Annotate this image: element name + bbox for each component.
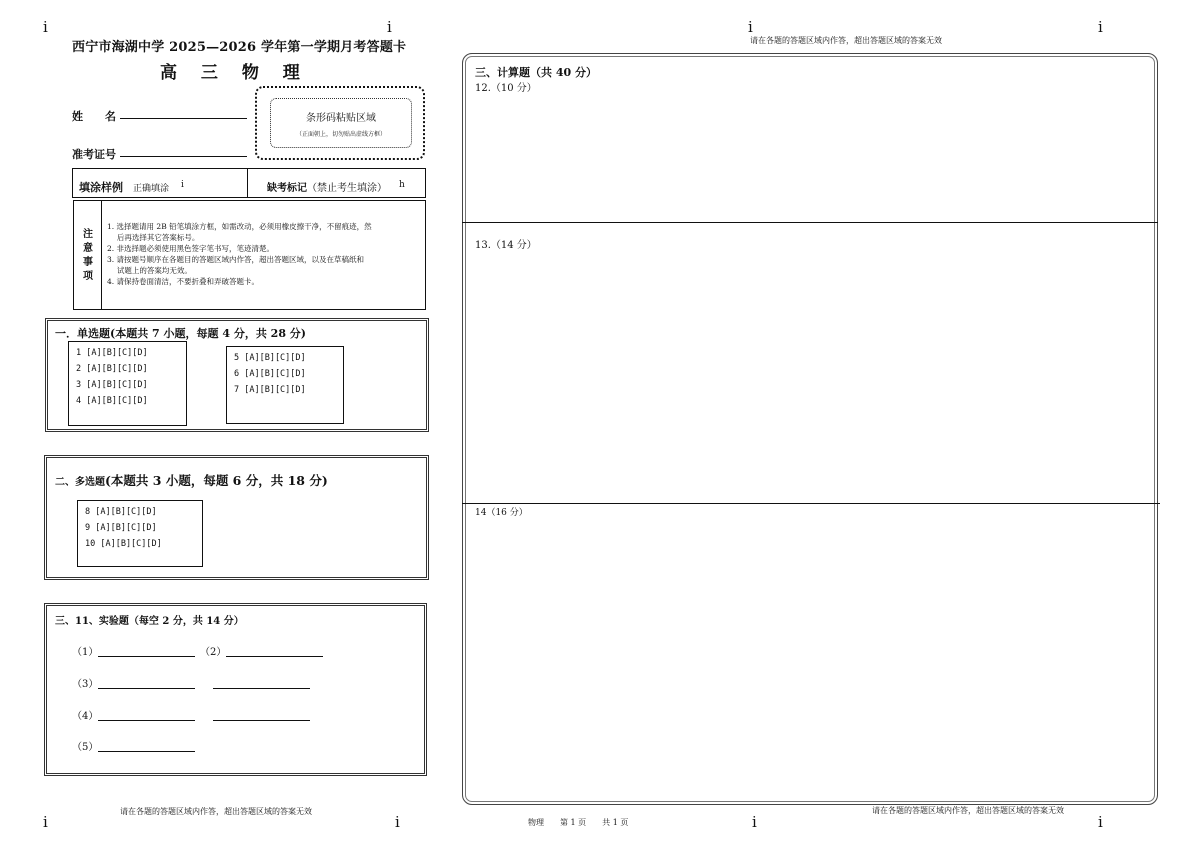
answer-row-9[interactable]: 9 [A][B][C][D]: [85, 523, 157, 533]
blank-line-3[interactable]: [98, 687, 195, 689]
exam-id-field[interactable]: [120, 155, 247, 157]
single-choice-group-b: [226, 346, 344, 424]
answer-row-10[interactable]: 10 [A][B][C][D]: [85, 539, 162, 549]
notice-item: 后再选择其它答案标号。: [107, 233, 200, 242]
single-choice-title: 一．单选题(本题共 7 小题，每题 4 分，共 28 分): [55, 327, 307, 340]
notice-item: 1. 选择题请用 2B 铅笔填涂方框，如需改动，必须用橡皮擦干净，不留痕迹，然: [107, 222, 372, 231]
correct-fill-label: 正确填涂: [133, 184, 170, 194]
multi-choice-title-main: (本题共 3 小题，每题 6 分，共 18 分): [105, 473, 328, 488]
corner-mark-bottom-right: i: [1098, 813, 1103, 831]
blank-label-2: （2）: [200, 647, 227, 658]
blank-line-5[interactable]: [98, 750, 195, 752]
question-13-answer-area[interactable]: [463, 236, 1157, 502]
blank-line-4[interactable]: [98, 719, 195, 721]
single-choice-group-a: [68, 341, 187, 426]
subject-title: 高 三 物 理: [160, 63, 309, 83]
exam-title: 西宁市海湖中学 2025—2026 学年第一学期月考答题卡: [72, 40, 407, 55]
fill-sample-divider: [247, 168, 248, 198]
fill-sample-label: 填涂样例: [79, 181, 123, 194]
divider-q12-q13: [462, 222, 1158, 223]
multi-choice-title: [55, 470, 328, 489]
right-top-note: 请在各题的答题区域内作答，超出答题区域的答案无效: [750, 36, 942, 45]
answer-row-3[interactable]: 3 [A][B][C][D]: [76, 380, 148, 390]
blank-label-1: （1）: [72, 647, 99, 658]
multi-choice-title-prefix: 二、多选题: [55, 477, 105, 488]
left-footer-note: 请在各题的答题区域内作答，超出答题区域的答案无效: [120, 807, 312, 816]
answer-row-5[interactable]: 5 [A][B][C][D]: [234, 353, 306, 363]
barcode-note: （正面朝上，切勿贴出虚线方框）: [295, 131, 386, 138]
question-14-answer-area[interactable]: [463, 518, 1157, 798]
corner-mark-top-right: i: [1098, 18, 1103, 36]
right-bottom-note: 请在各题的答题区域内作答，超出答题区域的答案无效: [872, 806, 1064, 815]
name-field[interactable]: [120, 117, 247, 119]
question-12-label: 12.（10 分）: [475, 83, 537, 94]
correct-fill-mark: i: [181, 180, 184, 190]
notice-heading-char: 项: [83, 271, 93, 282]
exam-id-label: 准考证号: [72, 148, 116, 161]
blank-line-1[interactable]: [98, 655, 195, 657]
notice-divider: [101, 200, 102, 310]
absent-mark-label: [267, 179, 387, 194]
answer-row-6[interactable]: 6 [A][B][C][D]: [234, 369, 306, 379]
experiment-title: 三、11、实验题（每空 2 分，共 14 分）: [55, 616, 244, 627]
question-12-answer-area[interactable]: [463, 79, 1157, 222]
page-info: 物理 第 1 页 共 1 页: [528, 818, 629, 827]
notice-item: 4. 请保持卷面清洁，不要折叠和弄破答题卡。: [107, 277, 260, 286]
barcode-area: [270, 98, 412, 148]
barcode-title: 条形码粘贴区域: [306, 113, 376, 124]
corner-mark-bottom-mid-left: i: [395, 813, 400, 831]
corner-mark-top-mid-left: i: [387, 18, 392, 36]
corner-mark-bottom-left: i: [43, 813, 48, 831]
calculation-section-title: 三、计算题（共 40 分）: [475, 66, 597, 79]
blank-line-2[interactable]: [226, 655, 323, 657]
answer-row-1[interactable]: 1 [A][B][C][D]: [76, 348, 148, 358]
notice-item: 试题上的答案均无效。: [107, 266, 192, 275]
multi-choice-group: [77, 500, 203, 567]
blank-label-3: （3）: [72, 679, 99, 690]
notice-heading-char: 事: [83, 257, 93, 268]
question-14-label: 14（16 分）: [475, 508, 528, 518]
notice-heading-char: 注: [83, 229, 93, 240]
answer-row-7[interactable]: 7 [A][B][C][D]: [234, 385, 306, 395]
answer-row-2[interactable]: 2 [A][B][C][D]: [76, 364, 148, 374]
blank-line-3b[interactable]: [213, 687, 310, 689]
name-label: 姓 名: [72, 110, 116, 123]
corner-mark-bottom-mid-right: i: [752, 813, 757, 831]
notice-list: [107, 221, 425, 287]
absent-mark-label-rest: （禁止考生填涂）: [307, 183, 387, 194]
notice-item: 2. 非选择题必须使用黑色签字笔书写，笔迹清楚。: [107, 244, 275, 253]
notice-heading: [79, 228, 97, 284]
absent-mark-label-bold: 缺考标记: [267, 183, 307, 194]
corner-mark-top-left: i: [43, 18, 48, 36]
answer-row-8[interactable]: 8 [A][B][C][D]: [85, 507, 157, 517]
question-13-label: 13.（14 分）: [475, 240, 537, 251]
blank-line-4b[interactable]: [213, 719, 310, 721]
absent-mark-box[interactable]: h: [399, 180, 405, 190]
blank-label-4: （4）: [72, 711, 99, 722]
blank-label-5: （5）: [72, 742, 99, 753]
notice-item: 3. 请按题号顺序在各题目的答题区域内作答，超出答题区域，以及在草稿纸和: [107, 255, 365, 264]
corner-mark-top-mid-right: i: [748, 18, 753, 36]
notice-heading-char: 意: [83, 243, 93, 254]
answer-row-4[interactable]: 4 [A][B][C][D]: [76, 396, 148, 406]
divider-q13-q14: [462, 503, 1160, 504]
